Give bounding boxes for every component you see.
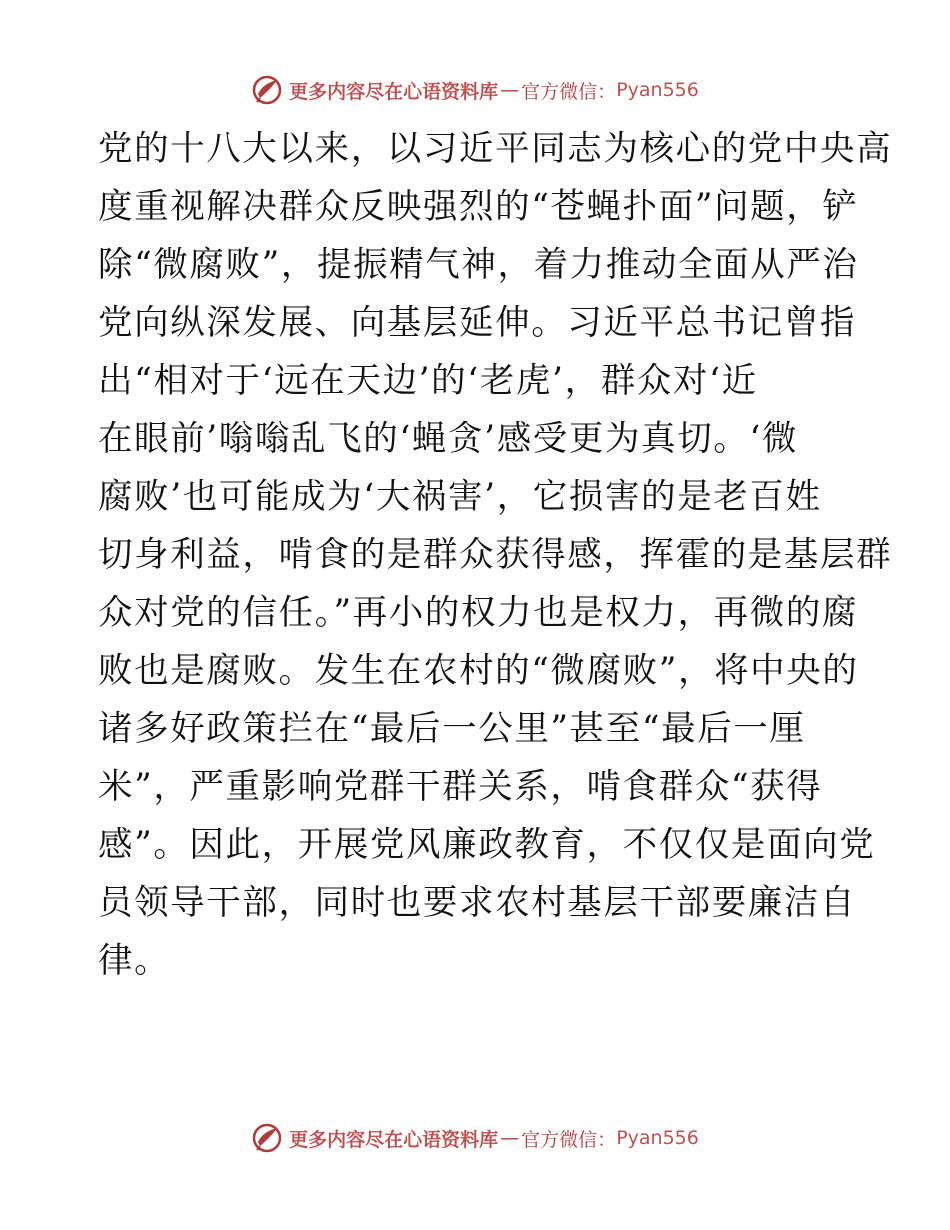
body-line: 众对党的信任。”再小的权力也是权力，再微的腐 <box>98 593 859 633</box>
body-line: 在眼前’嗡嗡乱飞的‘蝇贪’感受更为真切。‘微 <box>98 419 799 459</box>
footer-banner <box>0 1118 950 1158</box>
banner-wechat-label: 官方微信： <box>521 80 617 103</box>
body-line: 切身利益，啃食的是群众获得感，挥霍的是基层群 <box>98 535 893 575</box>
body-line: 诸多好政策拦在“最后一公里”甚至“最后一厘 <box>98 709 806 749</box>
banner-brand-text: 更多内容尽在心语资料库 <box>289 80 499 103</box>
header-banner <box>0 70 950 110</box>
banner-wechat-handle: Pyan556 <box>616 79 699 101</box>
pen-logo-icon <box>251 74 283 106</box>
body-line: 律。 <box>98 941 171 981</box>
body-line: 出“相对于‘远在天边’的‘老虎’，群众对‘近 <box>98 361 758 401</box>
body-line: 败也是腐败。发生在农村的“微腐败”，将中央的 <box>98 651 859 691</box>
banner-dash: — <box>500 1127 520 1149</box>
pen-logo-icon <box>251 1122 283 1154</box>
document-body <box>98 120 893 990</box>
body-line: 员领导干部，同时也要求农村基层干部要廉洁自 <box>98 883 857 923</box>
body-line: 感”。因此，开展党风廉政教育，不仅仅是面向党 <box>98 825 876 865</box>
body-line: 度重视解决群众反映强烈的“苍蝇扑面”问题，铲 <box>98 187 859 227</box>
banner-wechat-label: 官方微信： <box>521 1128 617 1151</box>
banner-brand-text: 更多内容尽在心语资料库 <box>289 1128 499 1151</box>
body-line: 米”，严重影响党群干群关系，啃食群众“获得 <box>98 767 823 807</box>
banner-dash: — <box>500 79 520 101</box>
body-line: 党的十八大以来，以习近平同志为核心的党中央高 <box>98 129 893 169</box>
body-line: 腐败’也可能成为‘大祸害’，它损害的是老百姓 <box>98 477 822 517</box>
banner-wechat-handle: Pyan556 <box>616 1127 699 1149</box>
body-line: 党向纵深发展、向基层延伸。习近平总书记曾指 <box>98 303 857 343</box>
body-line: 除“微腐败”，提振精气神，着力推动全面从严治 <box>98 245 859 285</box>
